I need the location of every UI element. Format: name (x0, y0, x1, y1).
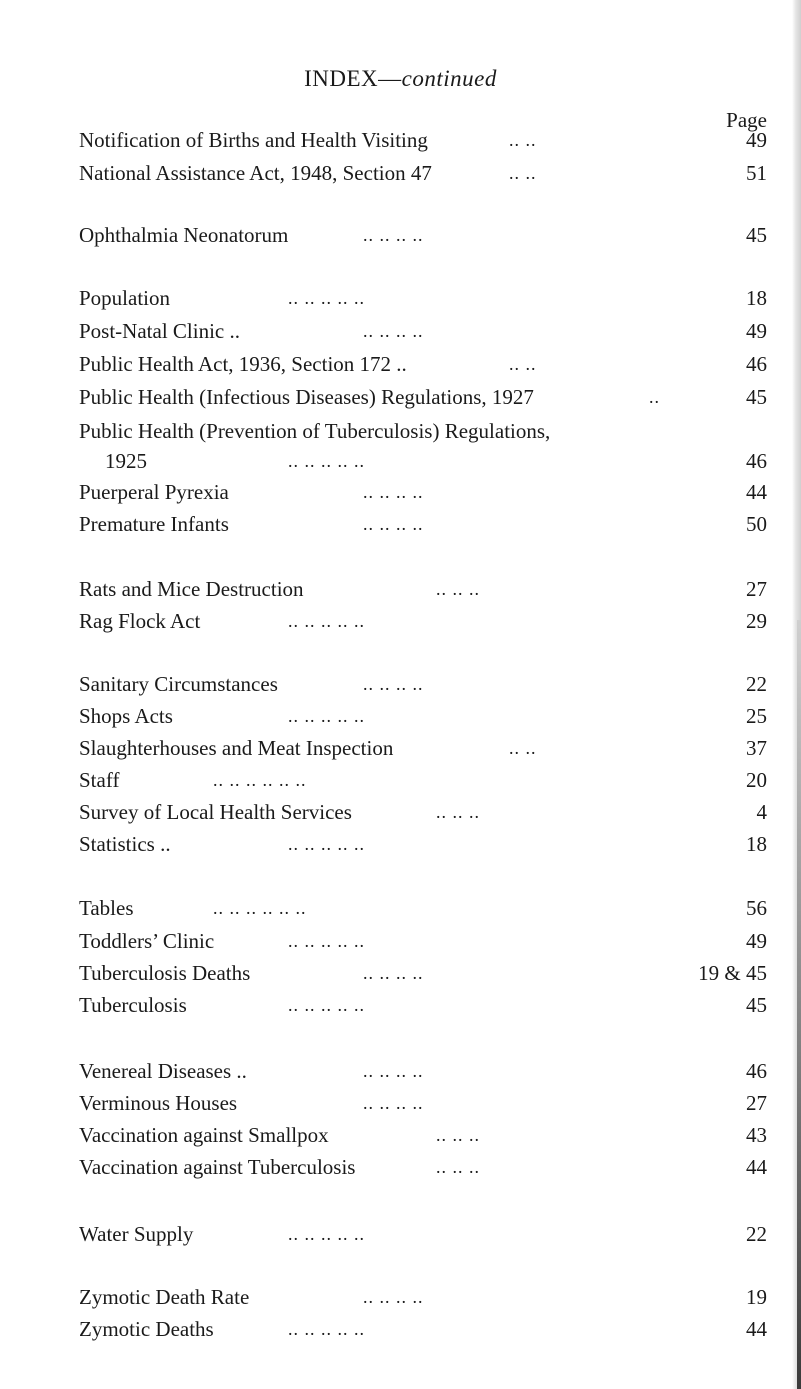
index-entry (79, 575, 767, 603)
leader-dots: .. .. .. .. (363, 1093, 424, 1113)
entry-label: Slaughterhouses and Meat Inspection (79, 736, 394, 760)
leader-dots: .. .. .. .. .. .. (213, 898, 307, 918)
leader-dots: .. .. .. (436, 1125, 480, 1145)
leader-dots: .. .. .. .. .. (288, 451, 365, 471)
entry-label: Tuberculosis Deaths (79, 961, 251, 985)
index-entry (79, 607, 767, 635)
index-entry (79, 894, 767, 922)
entry-label: Tables (79, 896, 134, 920)
index-entry (79, 159, 767, 187)
entry-label: National Assistance Act, 1948, Section 47 (79, 161, 432, 185)
entry-page: 49 (746, 128, 767, 152)
index-entry (79, 417, 767, 477)
entry-page: 4 (756, 800, 767, 824)
index-entry (79, 1315, 767, 1343)
entry-label: Population (79, 286, 171, 310)
title-continued: continued (401, 66, 497, 91)
index-entry (79, 766, 767, 794)
leader-dots: .. .. .. (436, 579, 480, 599)
index-entry (79, 221, 767, 249)
index-entry (79, 1220, 767, 1248)
entry-page: 45 (746, 223, 767, 247)
entry-label: Public Health (Prevention of Tuberculosis) Regulations, (79, 419, 551, 443)
leader-dots: .. .. .. .. (363, 321, 424, 341)
entry-page: 46 (746, 1059, 767, 1083)
title-main: INDEX— (304, 66, 402, 91)
entry-label: Survey of Local Health Services (79, 800, 352, 824)
entry-page: 45 (746, 993, 767, 1017)
entry-page: 49 (746, 319, 767, 343)
entry-label: Venereal Diseases .. (79, 1059, 247, 1083)
entry-label: Puerperal Pyrexia (79, 480, 229, 504)
leader-dots: .. .. .. .. (363, 1061, 424, 1081)
index-entry (79, 830, 767, 858)
entry-page: 25 (746, 704, 767, 728)
leader-dots: .. (649, 387, 660, 407)
entry-label: Ophthalmia Neonatorum (79, 223, 289, 247)
leader-dots: .. .. .. .. (363, 514, 424, 534)
index-entry (79, 478, 767, 506)
leader-dots: .. .. .. .. .. (288, 706, 365, 726)
entry-page: 50 (746, 512, 767, 536)
index-entry (79, 126, 767, 154)
index-entry (79, 383, 767, 411)
entry-label: Post-Natal Clinic .. (79, 319, 240, 343)
leader-dots: .. .. .. .. .. (288, 931, 365, 951)
entry-page: 20 (746, 768, 767, 792)
entry-label: Rats and Mice Destruction (79, 577, 304, 601)
entry-page: 44 (746, 1317, 767, 1341)
entry-label: Water Supply (79, 1222, 194, 1246)
index-entry (79, 350, 767, 378)
index-entry (79, 702, 767, 730)
index-entry (79, 1121, 767, 1149)
leader-dots: .. .. (509, 163, 537, 183)
entry-page: 45 (746, 385, 767, 409)
index-entry (79, 284, 767, 312)
entry-label: Notification of Births and Health Visiting (79, 128, 428, 152)
leader-dots: .. .. .. .. (363, 225, 424, 245)
index-entry (79, 1153, 767, 1181)
leader-dots: .. .. .. .. .. (288, 1224, 365, 1244)
leader-dots: .. .. .. .. (363, 674, 424, 694)
entry-page: 18 (746, 832, 767, 856)
index-entry (79, 991, 767, 1019)
entry-label: Statistics .. (79, 832, 171, 856)
entry-label-continued: 1925 (105, 449, 147, 473)
entry-page: 49 (746, 929, 767, 953)
entry-page: 19 (746, 1285, 767, 1309)
index-entry (79, 927, 767, 955)
entry-label: Vaccination against Tuberculosis (79, 1155, 356, 1179)
entry-page: 46 (746, 449, 767, 473)
entry-label: Zymotic Deaths (79, 1317, 214, 1341)
entry-page: 44 (746, 1155, 767, 1179)
leader-dots: .. .. .. (436, 802, 480, 822)
entry-page: 22 (746, 672, 767, 696)
entry-label: Zymotic Death Rate (79, 1285, 250, 1309)
entry-page: 22 (746, 1222, 767, 1246)
leader-dots: .. .. .. (436, 1157, 480, 1177)
page-column-header: Page (726, 108, 767, 132)
index-entry (79, 734, 767, 762)
index-entry (79, 1283, 767, 1311)
entry-label: Staff (79, 768, 120, 792)
entry-label: Public Health Act, 1936, Section 172 .. (79, 352, 407, 376)
index-entry (79, 1057, 767, 1085)
index-entry (79, 510, 767, 538)
leader-dots: .. .. .. .. (363, 1287, 424, 1307)
leader-dots: .. .. .. .. .. (288, 834, 365, 854)
entry-page: 46 (746, 352, 767, 376)
entry-label: Verminous Houses (79, 1091, 238, 1115)
entry-label: Shops Acts (79, 704, 173, 728)
leader-dots: .. .. (509, 354, 537, 374)
entry-page: 44 (746, 480, 767, 504)
entry-label: Toddlers’ Clinic (79, 929, 215, 953)
leader-dots: .. .. .. .. .. .. (213, 770, 307, 790)
entry-page: 18 (746, 286, 767, 310)
entry-page: 29 (746, 609, 767, 633)
entry-page: 37 (746, 736, 767, 760)
entry-page: 51 (746, 161, 767, 185)
entry-label: Sanitary Circumstances (79, 672, 278, 696)
entry-label: Rag Flock Act (79, 609, 201, 633)
entry-label: Premature Infants (79, 512, 229, 536)
leader-dots: .. .. .. .. .. (288, 288, 365, 308)
index-entry (79, 959, 767, 987)
leader-dots: .. .. .. .. .. (288, 995, 365, 1015)
leader-dots: .. .. (509, 130, 537, 150)
entry-page: 27 (746, 577, 767, 601)
leader-dots: .. .. (509, 738, 537, 758)
index-entry (79, 670, 767, 698)
page-title (0, 66, 801, 92)
leader-dots: .. .. .. .. .. (288, 1319, 365, 1339)
index-entry (79, 1089, 767, 1117)
entry-page: 43 (746, 1123, 767, 1147)
leader-dots: .. .. .. .. .. (288, 611, 365, 631)
entry-page: 56 (746, 896, 767, 920)
entry-label: Tuberculosis (79, 993, 187, 1017)
leader-dots: .. .. .. .. (363, 482, 424, 502)
page-edge-dark (797, 620, 801, 1389)
index-entry (79, 317, 767, 345)
leader-dots: .. .. .. .. (363, 963, 424, 983)
index-entry (79, 798, 767, 826)
entry-page: 19 & 45 (698, 961, 767, 985)
entry-page: 27 (746, 1091, 767, 1115)
entry-label: Public Health (Infectious Diseases) Regulations, 1927 (79, 385, 534, 409)
entry-label: Vaccination against Smallpox (79, 1123, 329, 1147)
